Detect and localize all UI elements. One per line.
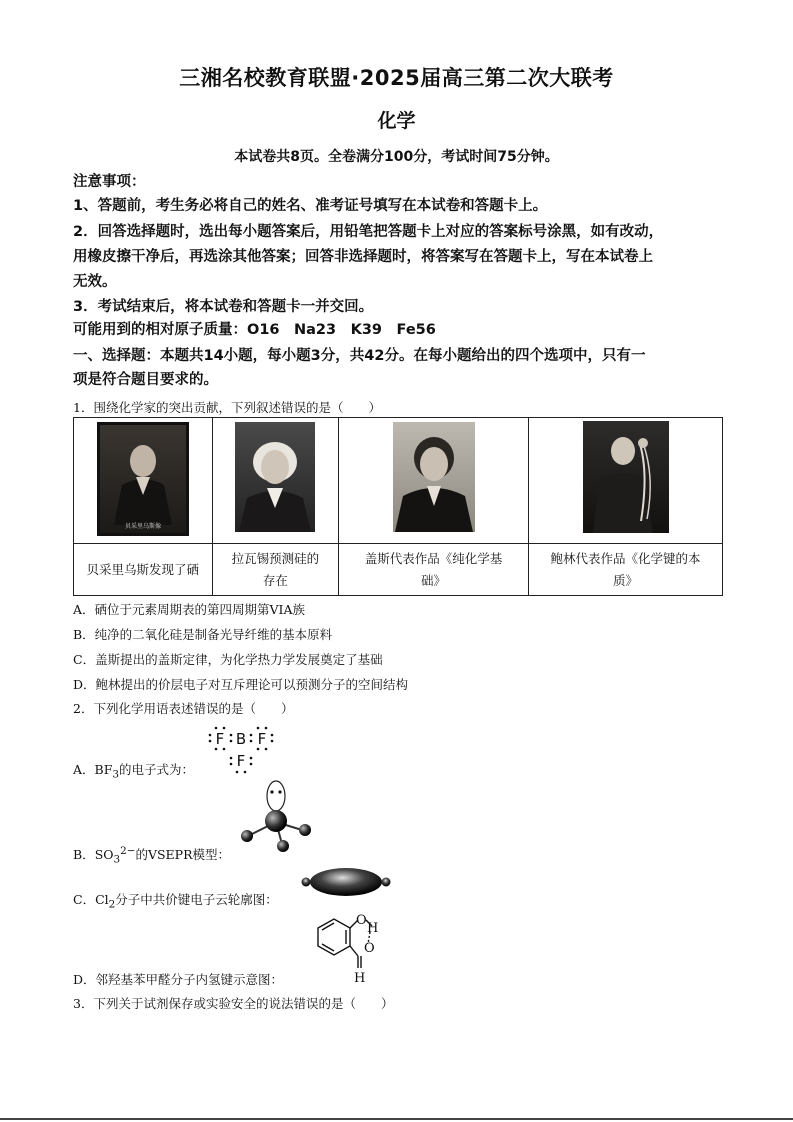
caption-lavoisier-a: 拉瓦锡预测硅的 [231, 550, 320, 566]
q1-option-d: D．鲍林提出的价层电子对互斥理论可以预测分子的空间结构 [73, 677, 409, 692]
q2-b-formula: SO [94, 847, 114, 863]
portrait-cell-2 [212, 418, 339, 544]
caption-cell-3 [339, 544, 529, 596]
cl2-electron-cloud [300, 866, 392, 898]
q3-stem: 3．下列关于试剂保存或实验安全的说法错误的是（ ） [73, 996, 394, 1011]
salicylaldehyde-hbond-diagram [300, 910, 384, 986]
q2-c-suffix: 分子中共价键电子云轮廓图： [115, 892, 278, 907]
q2-c-sub: 2 [108, 898, 116, 911]
lewis-f-left: F [215, 730, 225, 748]
q2-option-b [73, 845, 230, 866]
exam-title: 三湘名校教育联盟·2025届高三第二次大联考 [179, 66, 614, 90]
caption-cell-1 [74, 544, 213, 596]
caption-lavoisier-b: 存在 [262, 572, 288, 588]
q2-c-formula: Cl [95, 892, 109, 907]
caption-pauling-b: 质》 [613, 572, 639, 588]
bf3-lewis-structure [205, 720, 275, 776]
caption-hess-b: 础》 [421, 572, 447, 588]
q1-option-b: B．纯净的二氧化硅是制备光导纤维的基本原料 [73, 627, 333, 642]
q2-c-prefix: C． [73, 892, 96, 907]
section-heading-2: 项是符合题目要求的。 [73, 372, 218, 388]
portrait-pauling [583, 421, 669, 533]
struct-o-top: O [356, 913, 367, 928]
q2-a-sub: 3 [112, 768, 120, 781]
q2-a-formula: BF [94, 762, 113, 777]
portrait-cell-4 [529, 418, 723, 544]
caption-cell-4 [529, 544, 723, 596]
q2-stem: 2．下列化学用语表述错误的是（ ） [73, 701, 294, 716]
portrait-hess [393, 422, 475, 532]
portrait-lavoisier [235, 422, 315, 532]
chemist-table [73, 417, 723, 596]
q2-option-d: D．邻羟基苯甲醛分子内氢键示意图： [73, 972, 284, 987]
notice-item-1: 1、答题前，考生务必将自己的姓名、准考证号填写在本试卷和答题卡上。 [73, 198, 548, 214]
q2-a-prefix: A． [73, 762, 95, 777]
q2-b-sup: 2− [120, 845, 136, 857]
caption-berzelius: 贝采里乌斯发现了硒 [86, 561, 200, 577]
lewis-b: B [235, 730, 247, 748]
portrait-berzelius [97, 422, 189, 536]
portrait-cell-1 [74, 418, 213, 544]
struct-h-bottom: H [354, 971, 366, 986]
q2-b-sub: 3 [113, 853, 121, 866]
struct-o-bottom: O [364, 941, 375, 956]
lewis-f-right: F [257, 730, 267, 748]
q1-option-a: A．硒位于元素周期表的第四周期第VIA族 [73, 602, 306, 617]
notice-heading: 注意事项： [73, 174, 146, 190]
notice-item-3: 3．考试结束后，将本试卷和答题卡一并交回。 [73, 299, 374, 315]
struct-h-top: H [367, 921, 379, 936]
page-bottom-border [0, 1118, 793, 1120]
portrait-cell-3 [339, 418, 529, 544]
caption-cell-2 [212, 544, 339, 596]
q2-a-suffix: 的电子式为： [119, 762, 195, 777]
notice-item-2a: 2．回答选择题时，选出每小题答案后，用铅笔把答题卡上对应的答案标号涂黑，如有改动， [73, 224, 664, 240]
caption-hess-a: 盖斯代表作品《纯化学基 [364, 550, 503, 566]
exam-info: 本试卷共8页。全卷满分100分，考试时间75分钟。 [234, 149, 559, 165]
q2-option-c [73, 890, 278, 911]
caption-pauling-a: 鲍林代表作品《化学键的本 [550, 550, 701, 566]
atomic-mass-line: 可能用到的相对原子质量：O16 Na23 K39 Fe56 [73, 322, 436, 338]
section-heading-1: 一、选择题：本题共14小题，每小题3分，共42分。在每小题给出的四个选项中，只有一 [73, 348, 646, 364]
so3-vsepr-model [236, 778, 318, 854]
lewis-f-bottom: F [236, 752, 246, 770]
portrait-caption: 贝采里乌斯像 [124, 522, 161, 530]
q2-option-a [73, 760, 194, 781]
notice-item-2b: 用橡皮擦干净后，再选涂其他答案；回答非选择题时，将答案写在答题卡上，写在本试卷上 [73, 249, 653, 265]
q2-b-prefix: B． [73, 847, 95, 863]
notice-item-2c: 无效。 [73, 274, 117, 290]
q1-stem: 1．围绕化学家的突出贡献，下列叙述错误的是（ ） [73, 400, 381, 415]
subject-title: 化学 [377, 110, 416, 132]
q2-b-suffix: 的VSEPR模型： [135, 847, 231, 863]
q1-option-c: C．盖斯提出的盖斯定律，为化学热力学发展奠定了基础 [73, 652, 383, 667]
